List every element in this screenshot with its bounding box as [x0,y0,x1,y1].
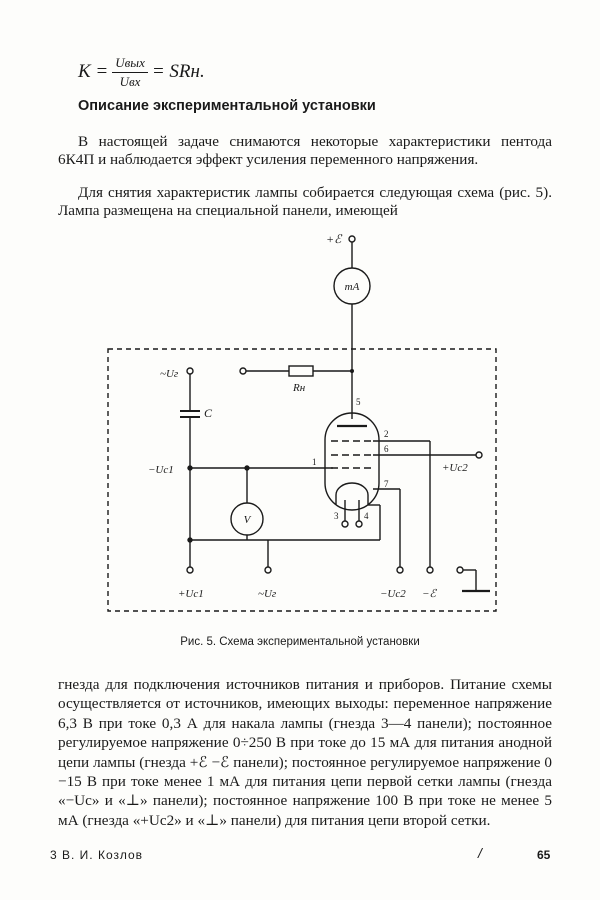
label-ug: ~Uг [160,368,179,380]
terminal-minus-e [427,567,433,573]
paragraph-3: гнезда для подключения источников питания и приборов. Питание схемы осуществляется от источников, имеющих выходы: переменное напряжение 6,3 В при токе 0,3 А для накала лампы (гнезда 3—4 панели); постоянное регулируемое напряжение 0÷250 В при токе до 15 мА для питания анодной цепи лампы (гнезда +ℰ −ℰ панели); постоянное регулируемое напряжение 0 −15 В при токе менее 1 мА для питания цепи первой сетки лампы (гнезда «−Uc» и «⊥» панели); постоянное напряжение 100 В при токе не менее 5 мА (гнезда «+Uc2» и «⊥» панели) для питания цепи второй сетки. [58,676,552,829]
footer-author: 3 В. И. Козлов [50,848,144,862]
label-plus-e: +ℰ [326,232,342,246]
terminal-ground [457,567,463,573]
circuit-diagram [0,225,600,630]
paragraph-1: В настоящей задаче снимаются некоторые характеристики пентода 6К4П и наблюдается эффект усиления переменного напряжения. [58,133,552,168]
formula-rhs: = SRн. [151,61,205,82]
label-ma: mA [344,281,360,293]
label-v: V [243,514,251,526]
terminal-plus-uc2 [476,452,482,458]
pin-1: 1 [312,457,317,467]
label-c: C [204,406,213,420]
pin-2: 2 [384,429,389,439]
resistor-rn [289,366,313,376]
pentode-tube [325,413,379,510]
label-rn: Rн [293,382,306,394]
label-minus-uc2: −Uс2 [380,588,406,600]
footer-mark: / [478,845,482,861]
figure-caption: Рис. 5. Схема экспериментальной установки [180,636,420,648]
terminal-ug [187,368,193,374]
label-plus-uc2: +Uс2 [442,462,468,474]
label-plus-uc1: +Uс1 [178,588,204,600]
pin-3: 3 [334,511,339,521]
formula-lhs: K = [78,61,109,82]
formula-fraction [112,55,148,90]
terminal-plus-e [349,236,355,242]
terminal-minus-ug [265,567,271,573]
terminal-pin-3 [342,521,348,527]
paragraph-2: Для снятия характеристик лампы собирается следующая схема (рис. 5). Лампа размещена на специальной панели, имеющей [58,184,552,219]
terminal-rn [240,368,246,374]
formula-denominator: Uвх [119,73,141,89]
pin-4: 4 [364,511,369,521]
label-minus-e: −ℰ [422,588,437,600]
section-heading: Описание экспериментальной установки [78,98,376,114]
terminal-minus-uc2 [397,567,403,573]
formula-numerator: Uвых [112,55,148,73]
terminal-plus-uc1 [187,567,193,573]
pin-6: 6 [384,444,389,454]
page-number: 65 [537,848,551,862]
label-minus-ug: ~Uг [258,588,277,600]
pin-7: 7 [384,479,389,489]
terminal-pin-4 [356,521,362,527]
label-minus-uc1: −Uс1 [148,464,174,476]
formula [78,52,205,92]
pin-5: 5 [356,397,361,407]
